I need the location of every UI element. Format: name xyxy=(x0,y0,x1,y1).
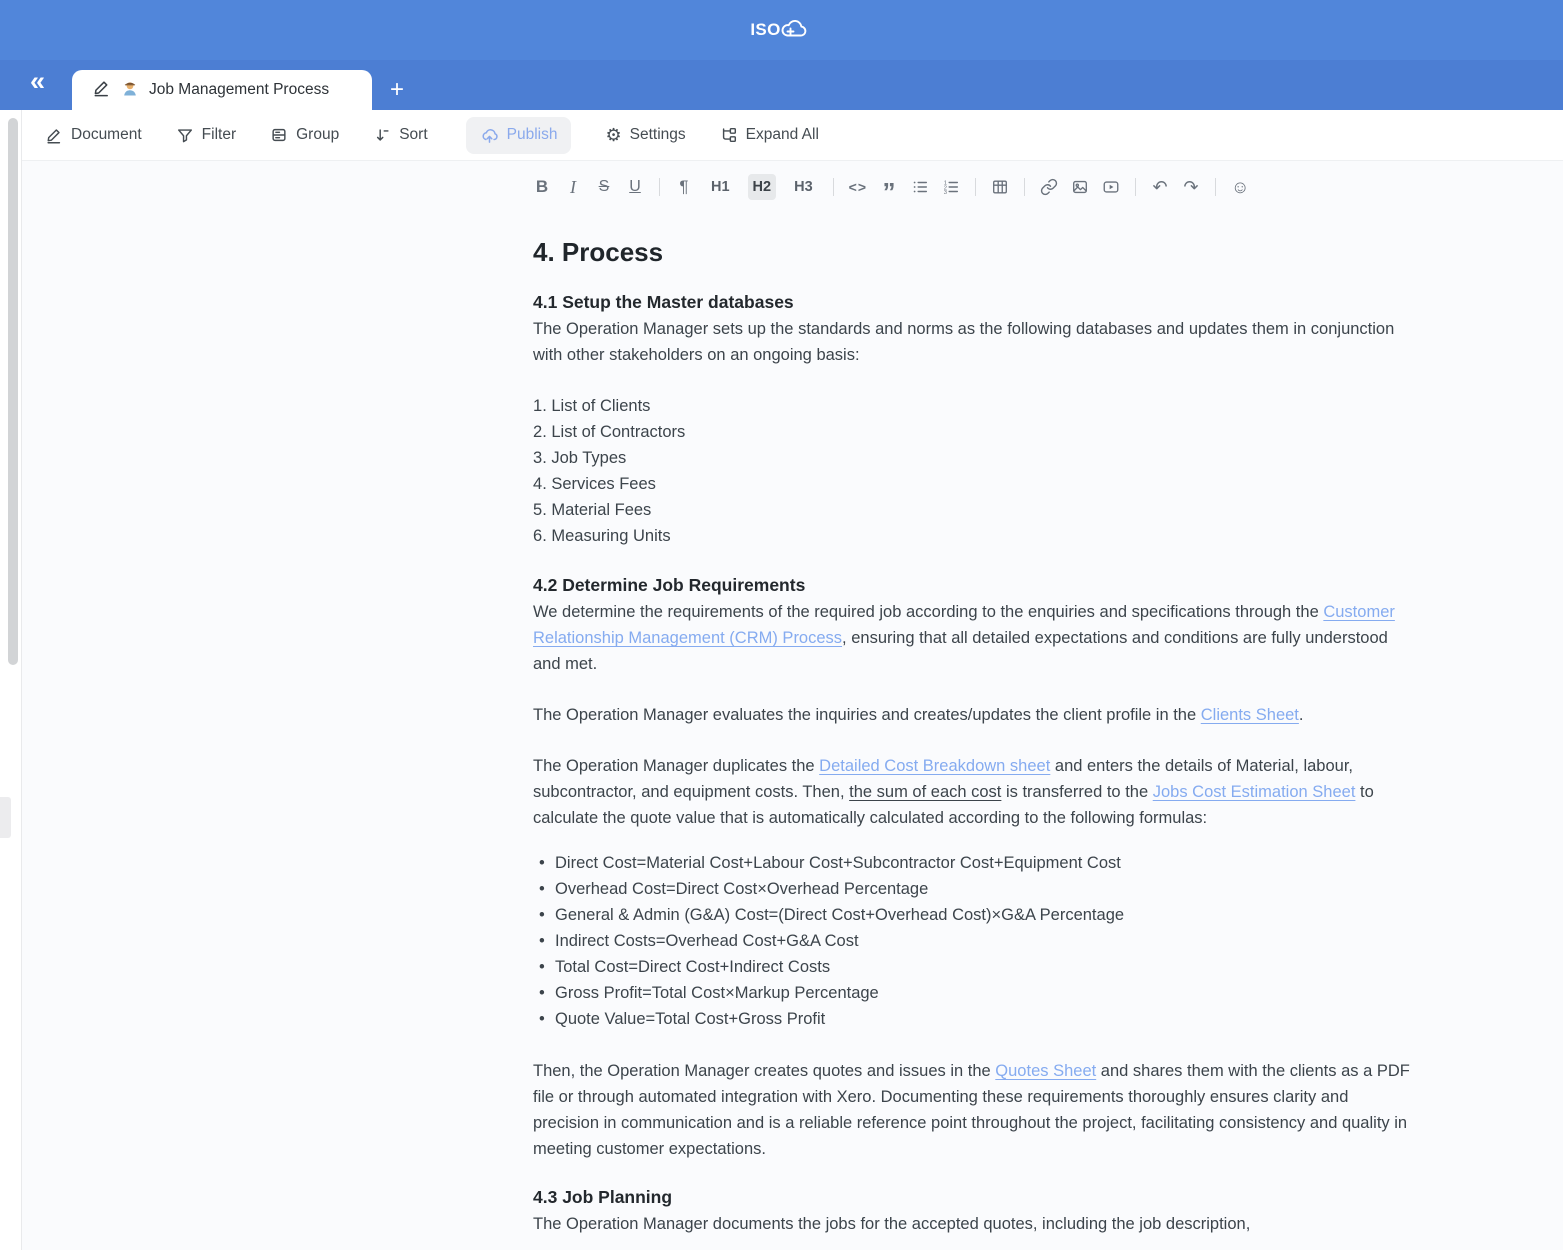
detailed-cost-breakdown-link[interactable]: Detailed Cost Breakdown sheet xyxy=(819,757,1051,775)
doc-paragraph xyxy=(533,702,1413,728)
formula-item: • Quote Value=Total Cost+Gross Profit xyxy=(533,1006,1413,1032)
rich-text-editor[interactable] xyxy=(533,237,1413,1237)
text-run: We determine the requirements of the required job according to the enquiries and specifications through the xyxy=(533,603,1324,621)
table-button[interactable] xyxy=(991,174,1009,200)
doc-paragraph: The Operation Manager sets up the standards and norms as the following databases and updates them in conjunction with other stakeholders on an ongoing basis: xyxy=(533,320,1395,364)
vertical-scrollbar-thumb[interactable] xyxy=(8,118,18,665)
sort-button[interactable] xyxy=(373,126,427,144)
text-run: and shares them with the clients as a PDF file or through automated integration with Xero. Documenting these requirements thoroughly ensures clarity and precision in communication and is a reliable reference point throughout the project, facilitating consistency and quality in meeting customer expectations. xyxy=(533,1062,1410,1158)
text-run: The Operation Manager evaluates the inquiries and creates/updates the client profile in the xyxy=(533,706,1201,724)
logo-text: ISO xyxy=(750,20,781,39)
group-icon xyxy=(270,126,288,144)
formula-item: • Direct Cost=Material Cost+Labour Cost+Subcontractor Cost+Equipment Cost xyxy=(533,850,1413,876)
filter-funnel-icon xyxy=(176,126,194,144)
redo-icon[interactable]: ↷ xyxy=(1182,174,1200,200)
doc-heading-4-2: 4.2 Determine Job Requirements xyxy=(533,575,806,595)
filter-button[interactable] xyxy=(176,126,236,144)
document-pencil-icon xyxy=(45,126,63,144)
underline-button[interactable]: U xyxy=(626,174,644,200)
divider xyxy=(975,178,976,196)
formula-item: • Gross Profit=Total Cost×Markup Percentage xyxy=(533,980,1413,1006)
text-run: is transferred to the xyxy=(1001,783,1153,801)
text-run: to calculate the quote value that is automatically calculated according to the following formulas: xyxy=(533,783,1374,827)
list-item: Measuring Units xyxy=(551,527,671,545)
publish-button[interactable] xyxy=(466,117,572,154)
italic-button[interactable]: I xyxy=(564,174,582,200)
formula-item: • Overhead Cost=Direct Cost×Overhead Percentage xyxy=(533,876,1413,902)
text-run: , ensuring that all detailed expectations and conditions are fully understood and met. xyxy=(533,629,1388,673)
doc-heading-4-3: 4.3 Job Planning xyxy=(533,1187,673,1207)
doc-paragraph xyxy=(533,753,1413,831)
list-item: Material Fees xyxy=(551,501,652,519)
group-label: Group xyxy=(296,126,340,143)
settings-button[interactable] xyxy=(605,125,685,146)
document-view-button[interactable] xyxy=(45,126,142,144)
divider xyxy=(1024,178,1025,196)
text-run: Then, the Operation Manager creates quotes and issues in the xyxy=(533,1062,996,1080)
workspace-column xyxy=(22,110,1563,1250)
filter-label: Filter xyxy=(201,126,237,143)
underlined-text: the sum of each cost xyxy=(849,783,1002,801)
edit-pencil-icon xyxy=(92,78,111,102)
doc-bullet-list xyxy=(533,850,1413,1032)
main-area xyxy=(0,110,1563,1250)
formula-item: • Total Cost=Direct Cost+Indirect Costs xyxy=(533,954,1413,980)
divider xyxy=(833,178,834,196)
publish-label: Publish xyxy=(506,126,558,143)
document-canvas xyxy=(22,161,1563,1250)
divider xyxy=(659,178,660,196)
image-button[interactable] xyxy=(1071,174,1089,200)
tab-title: Job Management Process xyxy=(149,81,330,98)
bullet-list-button[interactable] xyxy=(911,174,929,200)
doc-heading-process: 4. Process xyxy=(533,237,664,267)
sort-icon xyxy=(373,126,391,144)
doc-paragraph: The Operation Manager documents the jobs for the accepted quotes, including the job description, xyxy=(533,1215,1251,1233)
link-button[interactable] xyxy=(1040,174,1058,200)
video-button[interactable] xyxy=(1102,174,1120,200)
heading3-button[interactable]: H3 xyxy=(789,174,818,200)
doc-heading-4-1: 4.1 Setup the Master databases xyxy=(533,292,794,312)
doc-numbered-list xyxy=(533,393,1413,549)
crm-process-link[interactable]: Customer Relationship Management (CRM) Process xyxy=(533,603,1395,647)
code-button[interactable]: <> xyxy=(849,174,867,200)
publish-cloud-icon xyxy=(480,126,499,145)
view-toolbar xyxy=(22,110,1563,161)
blockquote-button[interactable]: ” xyxy=(880,174,898,200)
emoji-button[interactable]: ☺ xyxy=(1231,174,1249,200)
expand-all-label: Expand All xyxy=(745,126,819,143)
bold-button[interactable]: B xyxy=(533,174,551,200)
heading2-button[interactable]: H2 xyxy=(748,174,777,200)
settings-label: Settings xyxy=(629,126,686,143)
expand-all-tree-icon xyxy=(720,126,738,144)
text-run: The Operation Manager duplicates the xyxy=(533,757,820,775)
list-item: Job Types xyxy=(551,449,627,467)
heading1-button[interactable]: H1 xyxy=(706,174,735,200)
formatting-toolbar xyxy=(533,171,1563,207)
list-item: List of Clients xyxy=(551,397,651,415)
tab-job-management-process[interactable] xyxy=(72,70,372,110)
group-button[interactable] xyxy=(270,126,339,144)
svg-text:1: 1 xyxy=(943,180,948,187)
paragraph-button[interactable]: ¶ xyxy=(675,174,693,200)
doc-paragraph xyxy=(533,599,1413,677)
logo-cloud-icon xyxy=(777,15,813,46)
clients-sheet-link[interactable]: Clients Sheet xyxy=(1200,706,1299,724)
collapse-sidebar-button[interactable]: « xyxy=(30,66,46,96)
left-scroll-rail xyxy=(0,110,22,1250)
text-run: . xyxy=(1298,706,1304,724)
list-item: List of Contractors xyxy=(551,423,686,441)
formula-item: • Indirect Costs=Overhead Cost+G&A Cost xyxy=(533,928,1413,954)
undo-icon[interactable]: ↶ xyxy=(1151,174,1169,200)
text-run: and enters the details of Material, labour, subcontractor, and equipment costs. Then, xyxy=(533,757,1353,801)
strikethrough-button[interactable]: S xyxy=(595,174,613,200)
top-app-bar xyxy=(0,0,1563,60)
tab-bar xyxy=(0,60,1563,110)
expand-all-button[interactable] xyxy=(720,126,819,144)
document-label: Document xyxy=(71,126,142,143)
sort-label: Sort xyxy=(399,126,428,143)
divider xyxy=(1215,178,1216,196)
app-logo xyxy=(750,15,812,46)
worker-emoji-icon xyxy=(121,79,139,102)
list-item: Services Fees xyxy=(551,475,656,493)
new-tab-button[interactable]: + xyxy=(390,76,405,103)
quotes-sheet-link[interactable]: Quotes Sheet xyxy=(995,1062,1097,1080)
divider xyxy=(1135,178,1136,196)
sidebar-drag-handle[interactable] xyxy=(0,797,11,838)
svg-text:3: 3 xyxy=(943,190,948,196)
svg-text:2: 2 xyxy=(943,185,948,192)
gear-icon: ⚙ xyxy=(605,124,622,145)
jobs-cost-estimation-link[interactable]: Jobs Cost Estimation Sheet xyxy=(1152,783,1356,801)
ordered-list-button[interactable] xyxy=(942,174,960,200)
doc-paragraph xyxy=(533,1058,1413,1162)
formula-item: • General & Admin (G&A) Cost=(Direct Cost+Overhead Cost)×G&A Percentage xyxy=(533,902,1413,928)
